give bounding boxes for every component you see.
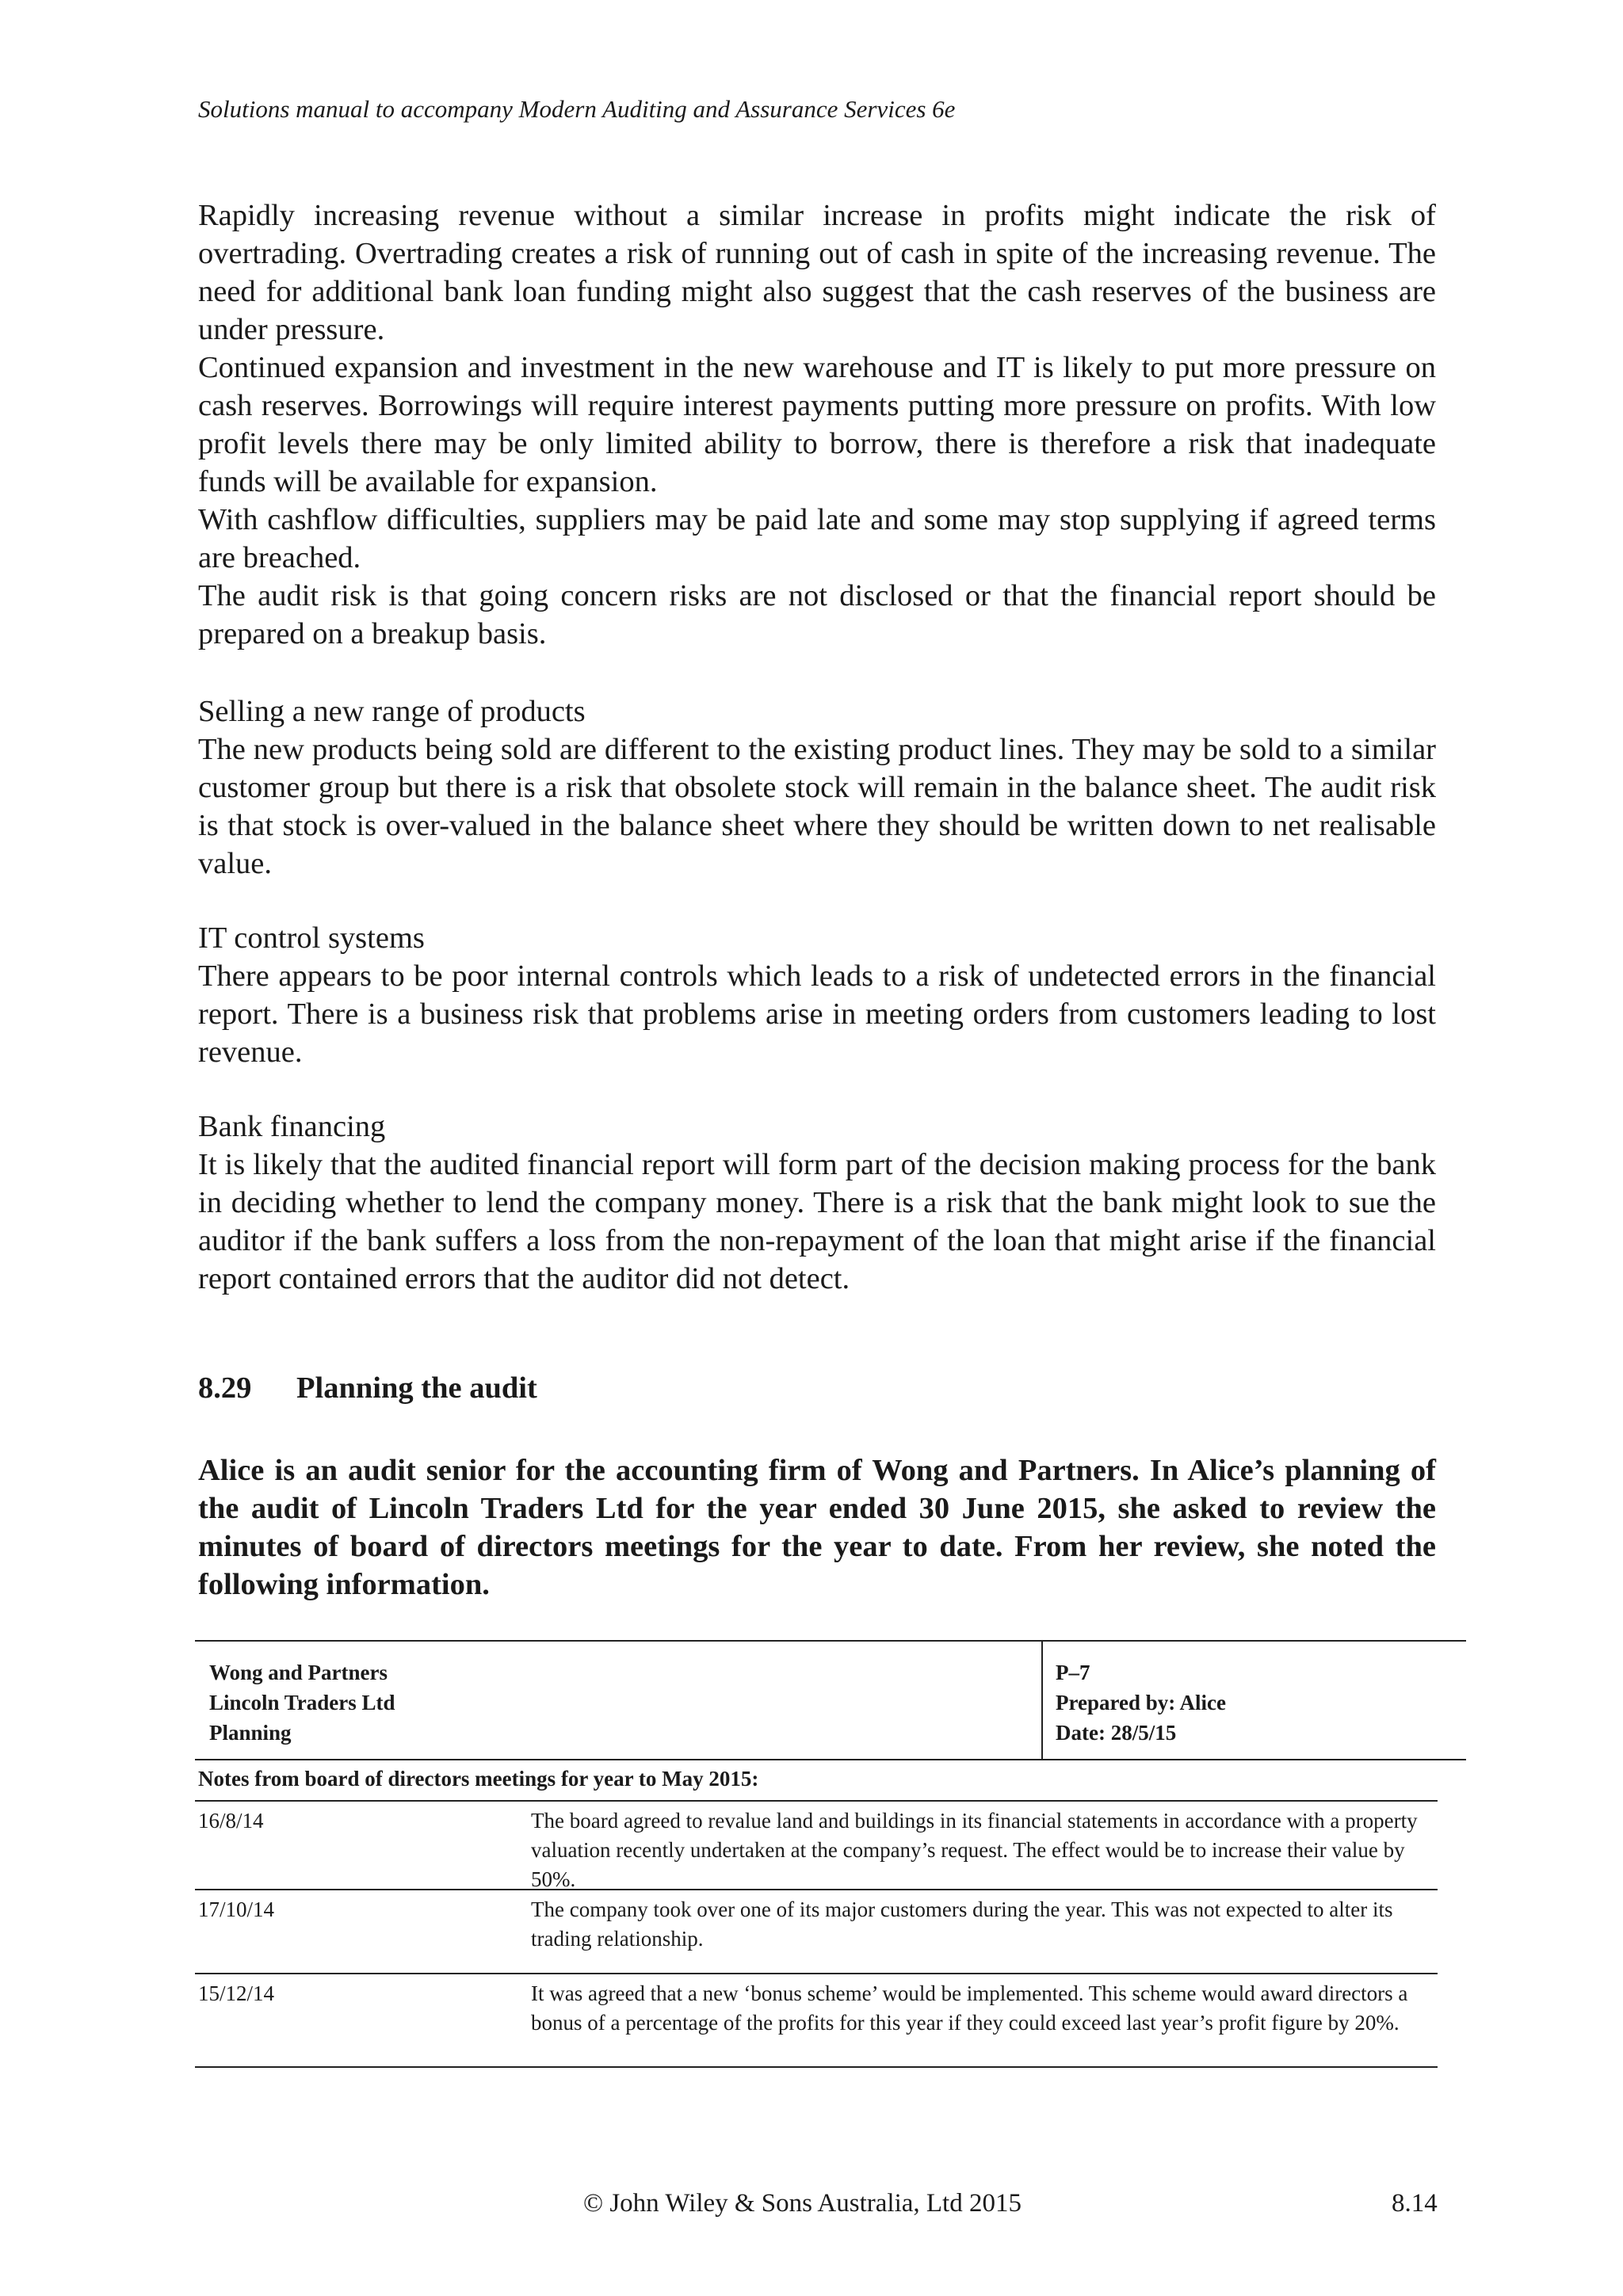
- prepared-by: Prepared by: Alice: [1056, 1691, 1226, 1714]
- working-paper: [195, 1640, 1466, 2068]
- paragraph: Continued expansion and investment in the new warehouse and IT is likely to put more pressure on cash reserves. Borrowings will require interest payments putting more pressure on profits. With low profit levels there may be only limited ability to borrow, there is therefore a risk that inadequate funds will be available for expansion.: [198, 351, 1436, 498]
- row-text: It was agreed that a new ‘bonus scheme’ would be implemented. This scheme would award directors a bonus of a percentage of the profits for this year if they could exceed last year’s profit figure by 20%.: [531, 1981, 1408, 2035]
- new-products-section: [198, 692, 1436, 883]
- section-title: Selling a new range of products: [198, 695, 586, 728]
- row-date: 15/12/14: [198, 1981, 275, 2005]
- table-row: [195, 1890, 1438, 1974]
- prepared-date: Date: 28/5/15: [1056, 1721, 1177, 1745]
- working-paper-client-info: [195, 1642, 1043, 1759]
- row-date: 17/10/14: [198, 1897, 275, 1921]
- bank-financing-section: [198, 1108, 1436, 1298]
- paragraph: There appears to be poor internal controls which leads to a risk of undetected errors in the financial report. There is a business risk that problems arise in meeting orders from customers leading to lost revenue.: [198, 959, 1436, 1069]
- section-title: Bank financing: [198, 1110, 386, 1143]
- paragraph: The new products being sold are different to the existing product lines. They may be sold to a similar customer group but there is a risk that obsolete stock will remain in the balance sheet. The audit risk is that stock is over-valued in the balance sheet where they should be written down to net realisable value.: [198, 733, 1436, 880]
- question-number: 8.29: [198, 1371, 252, 1405]
- row-text: The board agreed to revalue land and buildings in its financial statements in accordance with a property valuation recently undertaken at the company’s request. The effect would be to increase their value by 50%.: [531, 1809, 1418, 1891]
- page-number: 8.14: [1392, 2189, 1438, 2218]
- working-paper-ref-info: [1043, 1642, 1466, 1759]
- paragraph: With cashflow difficulties, suppliers may be paid late and some may stop supplying if agreed terms are breached.: [198, 503, 1436, 574]
- row-text: The company took over one of its major customers during the year. This was not expected to alter its trading relationship.: [531, 1897, 1393, 1951]
- question-title: Planning the audit: [296, 1371, 537, 1405]
- question-intro: Alice is an audit senior for the accounting firm of Wong and Partners. In Alice’s planning of the audit of Lincoln Traders Ltd for the year ended 30 June 2015, she asked to review the minutes of board of directors meetings for the year to date. From her review, she noted the following information.: [198, 1454, 1436, 1601]
- notes-title: Notes from board of directors meetings for year to May 2015:: [195, 1760, 1438, 1802]
- client-name: Lincoln Traders Ltd: [209, 1691, 395, 1714]
- firm-name: Wong and Partners: [209, 1661, 388, 1684]
- section-name: Planning: [209, 1721, 292, 1745]
- row-date: 16/8/14: [198, 1809, 264, 1833]
- it-controls-section: [198, 919, 1436, 1071]
- running-header: Solutions manual to accompany Modern Auditing and Assurance Services 6e: [198, 95, 956, 123]
- footer-copyright: © John Wiley & Sons Australia, Ltd 2015: [583, 2189, 1022, 2218]
- working-paper-header: [195, 1640, 1466, 1760]
- paragraph: The audit risk is that going concern risks are not disclosed or that the financial report should be prepared on a breakup basis.: [198, 579, 1436, 650]
- going-concern-section: [198, 196, 1436, 653]
- paragraph: Rapidly increasing revenue without a similar increase in profits might indicate the risk of overtrading. Overtrading creates a risk of running out of cash in spite of the increasing revenue. The need for additional bank loan funding might also suggest that the cash reserves of the business are under pressure.: [198, 199, 1436, 346]
- table-row: [195, 1974, 1438, 2068]
- section-title: IT control systems: [198, 921, 425, 955]
- table-row: [195, 1802, 1438, 1890]
- question-heading: [198, 1371, 537, 1405]
- paragraph: It is likely that the audited financial report will form part of the decision making process for the bank in deciding whether to lend the company money. There is a risk that the bank might look to sue the auditor if the bank suffers a loss from the non-repayment of the loan that might arise if the financial report contained errors that the auditor did not detect.: [198, 1148, 1436, 1295]
- reference: P–7: [1056, 1661, 1090, 1684]
